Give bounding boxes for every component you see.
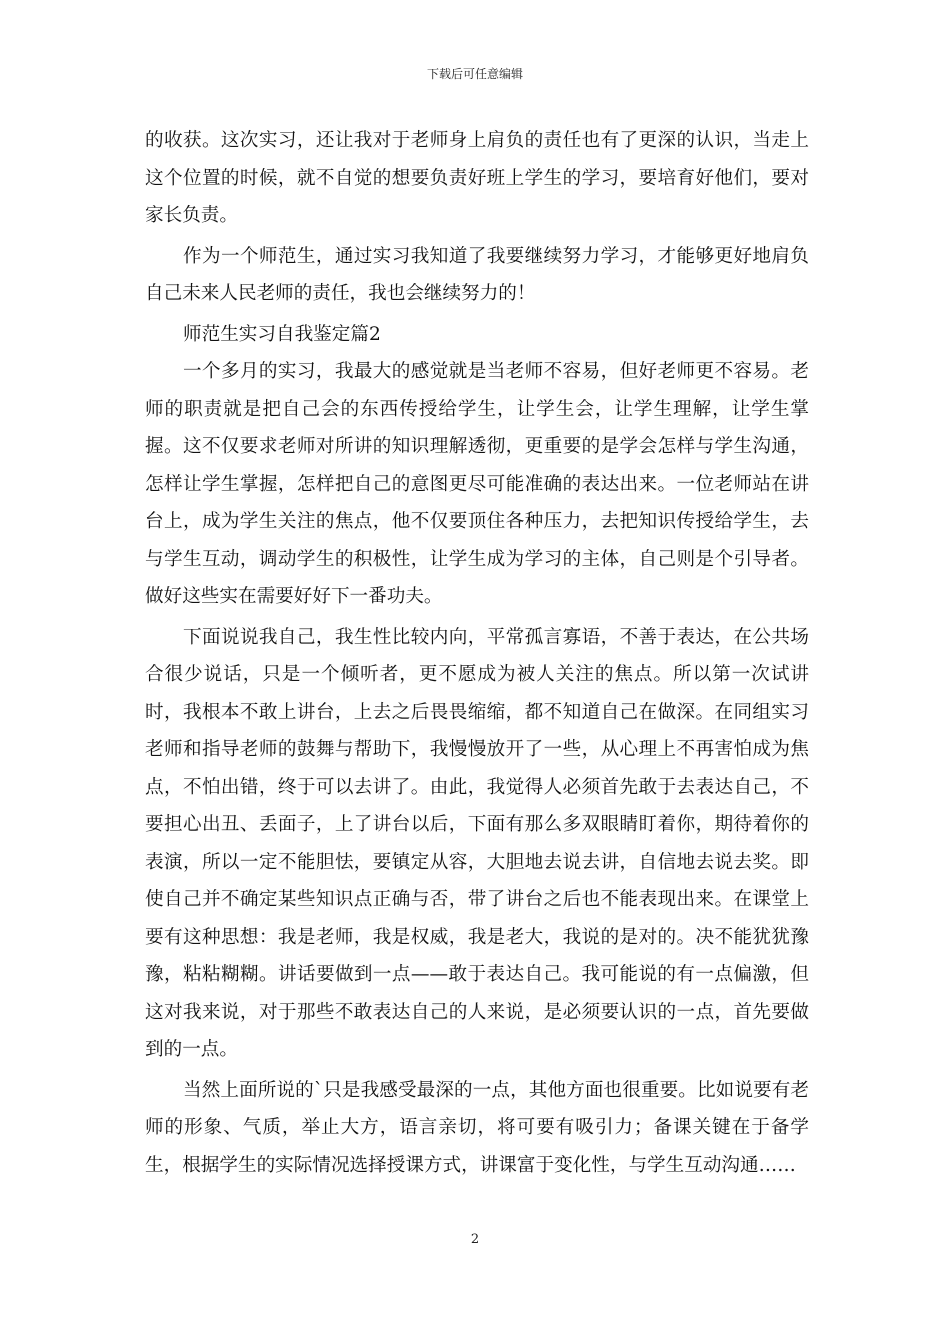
document-body <box>145 122 809 1184</box>
paragraph-teaching-difficulty: 一个多月的实习，我最大的感觉就是当老师不容易，但好老师更不容易。老师的职责就是把自己会的东西传授给学生，让学生会，让学生理解，让学生掌握。这不仅要求老师对所讲的知识理解透彻，更重要的是学会怎样与学生沟通，怎样让学生掌握，怎样把自己的意图更尽可能准确的表达出来。一位老师站在讲台上，成为学生关注的焦点，他不仅要顶住各种压力，去把知识传授给学生，去与学生互动，调动学生的积极性，让学生成为学习的主体，自己则是个引导者。做好这些实在需要好好下一番功夫。 <box>145 361 809 607</box>
page-header <box>0 66 950 82</box>
section-heading: 师范生实习自我鉴定篇2 <box>183 323 381 345</box>
paragraph-continuation: 的收获。这次实习，还让我对于老师身上肩负的责任也有了更深的认识，当走上这个位置的时候，就不自觉的想要负责好班上学生的学习，要培育好他们，要对家长负责。 <box>145 130 809 226</box>
paragraph-self-reflection: 下面说说我自己，我生性比较内向，平常孤言寡语，不善于表达，在公共场合很少说话，只是一个倾听者，更不愿成为被人关注的焦点。所以第一次试讲时，我根本不敢上讲台，上去之后畏畏缩缩，都不知道自己在做深。在同组实习老师和指导老师的鼓舞与帮助下，我慢慢放开了一些，从心理上不再害怕成为焦点，不怕出错，终于可以去讲了。由此，我觉得人必须首先敢于去表达自己，不要担心出丑、丢面子，上了讲台以后，下面有那么多双眼睛盯着你，期待着你的表演，所以一定不能胆怯，要镇定从容，大胆地去说去讲，自信地去说去奖。即使自己并不确定某些知识点正确与否，带了讲台之后也不能表现出来。在课堂上要有这种思想：我是老师，我是权威，我是老大，我说的是对的。决不能犹犹豫豫，粘粘糊糊。讲话要做到一点——敢于表达自己。我可能说的有一点偏激，但这对我来说，对于那些不敢表达自己的人来说，是必须要认识的一点，首先要做到的一点。 <box>145 626 809 1060</box>
page-number-text: 2 <box>470 1232 480 1247</box>
page-number <box>0 1232 950 1248</box>
paragraph-other-aspects: 当然上面所说的`只是我感受最深的一点，其他方面也很重要。比如说要有老师的形象、气质，举止大方，语言亲切，将可要有吸引力；备课关键在于备学生，根据学生的实际情况选择授课方式，讲课富于变化性，与学生互动沟通…… <box>145 1079 809 1176</box>
paragraph-teacher-responsibility: 作为一个师范生，通过实习我知道了我要继续努力学习，才能够更好地肩负自己未来人民老师的责任，我也会继续努力的！ <box>145 245 809 304</box>
header-text: 下载后可任意编辑 <box>426 67 523 81</box>
